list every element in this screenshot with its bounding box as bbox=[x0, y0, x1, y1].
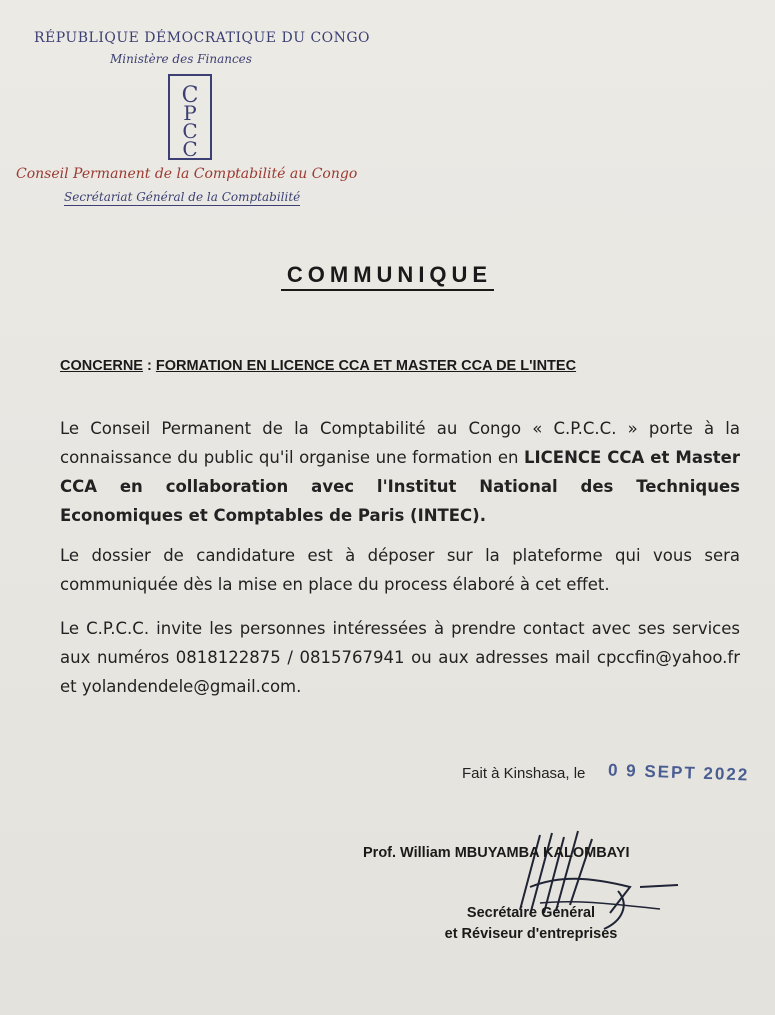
paragraph-3: Le C.P.C.C. invite les personnes intéressées à prendre contact avec ses services aux numéros 0818122875 / 0815767941 ou aux adresses mail cpccfin@yahoo.fr et yolandendele@gmail.com. bbox=[60, 619, 740, 696]
cpcc-logo bbox=[168, 74, 212, 164]
document-title-wrap bbox=[0, 262, 775, 288]
svg-text:C: C bbox=[182, 119, 198, 143]
paragraph-2: Le dossier de candidature est à déposer sur la plateforme qui vous sera communiquée dès la mise en place du process élaboré à cet effet. bbox=[60, 546, 740, 594]
svg-text:P: P bbox=[183, 101, 197, 125]
letterhead-ministry: Ministère des Finances bbox=[110, 52, 252, 66]
signer-role-1: Secrétaire Général bbox=[466, 905, 596, 921]
cpcc-logo-mark bbox=[168, 74, 212, 160]
date-stamp: 0 9 SEPT 2022 bbox=[607, 760, 750, 785]
document-title: COMMUNIQUE bbox=[281, 262, 494, 291]
subject-text: FORMATION EN LICENCE CCA ET MASTER CCA DE L'INTEC bbox=[155, 358, 577, 374]
place-label: Fait à Kinshasa, le bbox=[462, 765, 586, 782]
letterhead-secretariat: Secrétariat Général de la Comptabilité bbox=[64, 190, 301, 204]
paragraph-1-text: Le Conseil Permanent de la Comptabilité au Congo « C.P.C.C. » porte à la connaissance du public qu'il organise une formation en bbox=[60, 419, 740, 467]
signer-role-2: et Réviseur d'entreprises bbox=[444, 926, 618, 942]
svg-text:C: C bbox=[182, 137, 198, 160]
paragraph-1 bbox=[60, 414, 740, 530]
letterhead-country: RÉPUBLIQUE DÉMOCRATIQUE DU CONGO bbox=[34, 30, 371, 46]
subject-line bbox=[60, 358, 576, 374]
subject-label: CONCERNE bbox=[60, 358, 143, 374]
paragraph-1-bold: LICENCE CCA et Master CCA en collaboration avec l'Institut National des Techniques Economiques et Comptables de Paris (INTEC). bbox=[60, 448, 740, 525]
subject-separator: : bbox=[142, 358, 156, 374]
letterhead-council: Conseil Permanent de la Comptabilité au Congo bbox=[16, 166, 358, 182]
handwritten-signature bbox=[500, 825, 690, 939]
signer-name: Prof. William MBUYAMBA KALOMBAYI bbox=[363, 845, 630, 861]
svg-text:C: C bbox=[181, 83, 199, 108]
